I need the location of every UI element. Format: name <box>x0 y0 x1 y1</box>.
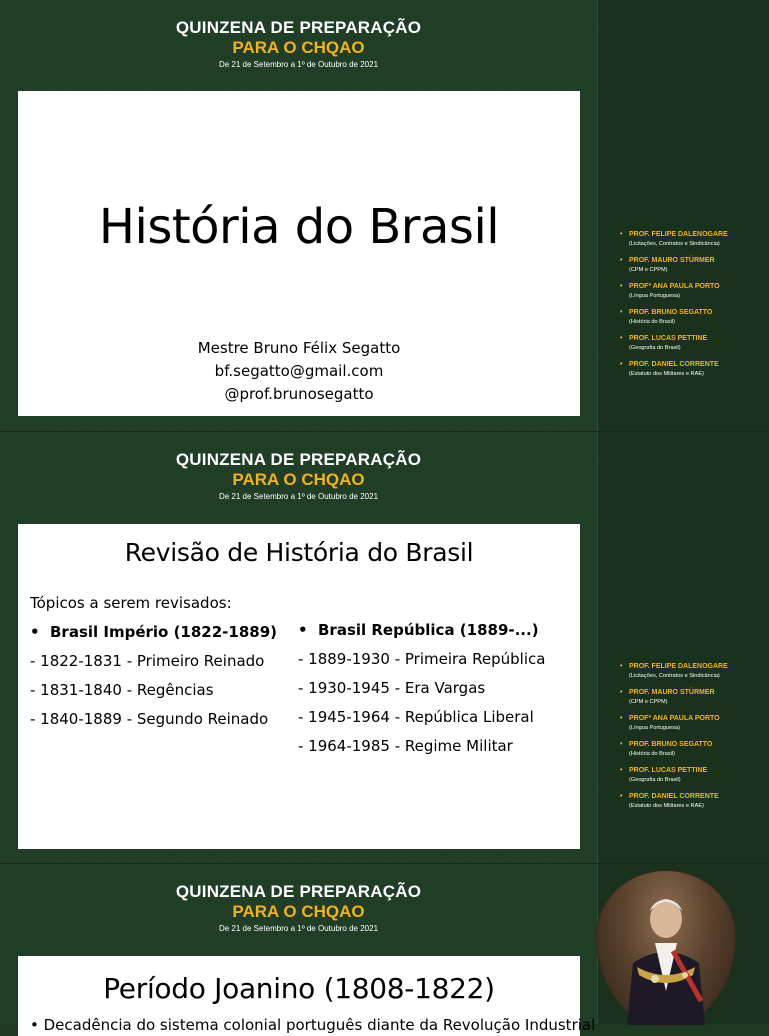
professor-name: PROF. BRUNO SEGATTO <box>629 309 713 316</box>
list-item: - 1964-1985 - Regime Militar <box>298 737 513 755</box>
slide-2 <box>0 432 768 864</box>
professor-name: PROF. FELIPE DALENOGARE <box>629 231 728 238</box>
professor-entry: • PROF. MAURO STÜRMER (CPM e CPPM) <box>620 688 765 707</box>
header-line-2: PARA O CHQAO <box>232 38 365 57</box>
header-line-1: QUINZENA DE PREPARAÇÃO <box>175 882 422 901</box>
slide-title: Período Joanino (1808-1822) <box>103 972 495 1005</box>
professor-name: PROF. FELIPE DALENOGARE <box>629 663 728 670</box>
professor-entry: • PROFª ANA PAULA PORTO (Língua Portuguesa) <box>620 714 765 733</box>
header-line-1: QUINZENA DE PREPARAÇÃO <box>175 450 422 469</box>
professor-subject: (Licitações, Contratos e Sindicância) <box>629 241 720 247</box>
professor-name: PROFª ANA PAULA PORTO <box>629 715 720 722</box>
slide-card <box>18 524 580 849</box>
professor-name: PROF. LUCAS PETTINE <box>629 335 708 342</box>
professor-entry: • PROF. FELIPE DALENOGARE (Licitações, Contratos e Sindicância) <box>620 662 765 681</box>
professor-name: PROF. BRUNO SEGATTO <box>629 741 713 748</box>
professor-entry: • PROF. DANIEL CORRENTE (Estatuto dos Militares e RAE) <box>620 792 765 811</box>
professor-name: PROF. MAURO STÜRMER <box>629 257 715 264</box>
author-block <box>18 337 580 406</box>
professor-entry: • PROF. DANIEL CORRENTE (Estatuto dos Militares e RAE) <box>620 360 765 379</box>
slide-1 <box>0 0 768 432</box>
professor-entry: • PROFª ANA PAULA PORTO (Língua Portuguesa) <box>620 282 765 301</box>
professor-list <box>620 662 765 818</box>
slide-card <box>18 91 580 416</box>
professor-name: PROF. MAURO STÜRMER <box>629 689 715 696</box>
professor-subject: (Estatuto dos Militares e RAE) <box>629 803 704 809</box>
slide-card <box>18 956 596 1036</box>
topics-intro: Tópicos a serem revisados: <box>30 594 232 612</box>
professor-name: PROF. LUCAS PETTINE <box>629 767 708 774</box>
professor-subject: (Geografia do Brasil) <box>629 777 681 783</box>
header-line-2: PARA O CHQAO <box>232 902 365 921</box>
header-line-2: PARA O CHQAO <box>232 470 365 489</box>
professor-entry: • PROF. BRUNO SEGATTO (História do Brasil) <box>620 308 765 327</box>
list-item: - 1822-1831 - Primeiro Reinado <box>30 652 265 670</box>
author-handle: @prof.brunosegatto <box>224 385 374 403</box>
author-email: bf.segatto@gmail.com <box>214 362 384 380</box>
professor-subject: (História do Brasil) <box>629 319 676 325</box>
professor-name: PROF. DANIEL CORRENTE <box>629 793 719 800</box>
header-line-1: QUINZENA DE PREPARAÇÃO <box>175 18 422 37</box>
professor-list <box>620 230 765 386</box>
professor-subject: (Licitações, Contratos e Sindicância) <box>629 673 720 679</box>
professor-subject: (Língua Portuguesa) <box>629 725 680 731</box>
professor-subject: (CPM e CPPM) <box>629 699 668 705</box>
professor-subject: (Geografia do Brasil) <box>629 345 681 351</box>
empire-heading: • Brasil Império (1822-1889) <box>30 623 278 641</box>
professor-subject: (Língua Portuguesa) <box>629 293 680 299</box>
header-dates: De 21 de Setembro a 1º de Outubro de 2021 <box>218 492 379 501</box>
header-dates: De 21 de Setembro a 1º de Outubro de 2021 <box>218 60 379 69</box>
republic-column <box>298 616 545 761</box>
professor-subject: (História do Brasil) <box>629 751 676 757</box>
list-item: - 1945-1964 - República Liberal <box>298 708 534 726</box>
header-dates: De 21 de Setembro a 1º de Outubro de 2021 <box>218 924 379 933</box>
professor-subject: (CPM e CPPM) <box>629 267 668 273</box>
professor-subject: (Estatuto dos Militares e RAE) <box>629 371 704 377</box>
slide-header <box>0 18 597 71</box>
professor-entry: • PROF. MAURO STÜRMER (CPM e CPPM) <box>620 256 765 275</box>
portrait-image <box>596 870 736 1026</box>
presentation-title: História do Brasil <box>98 199 500 255</box>
professor-name: PROF. DANIEL CORRENTE <box>629 361 719 368</box>
empire-column <box>30 618 277 734</box>
professor-entry: • PROF. FELIPE DALENOGARE (Licitações, Contratos e Sindicância) <box>620 230 765 249</box>
professor-entry: • PROF. LUCAS PETTINE (Geografia do Brasil) <box>620 766 765 785</box>
republic-heading: • Brasil República (1889-...) <box>298 621 539 639</box>
bullet-line: • Decadência do sistema colonial português diante da Revolução Industrial <box>30 1016 596 1034</box>
slide-header <box>0 882 597 935</box>
slide-header <box>0 450 597 503</box>
professor-entry: • PROF. BRUNO SEGATTO (História do Brasil) <box>620 740 765 759</box>
slide-title: Revisão de História do Brasil <box>124 538 474 567</box>
portrait-figure-icon <box>597 871 735 1025</box>
list-item: - 1840-1889 - Segundo Reinado <box>30 710 269 728</box>
professor-entry: • PROF. LUCAS PETTINE (Geografia do Brasil) <box>620 334 765 353</box>
author-name: Mestre Bruno Félix Segatto <box>197 339 401 357</box>
list-item: - 1930-1945 - Era Vargas <box>298 679 486 697</box>
list-item: - 1889-1930 - Primeira República <box>298 650 546 668</box>
professor-name: PROFª ANA PAULA PORTO <box>629 283 720 290</box>
list-item: - 1831-1840 - Regências <box>30 681 214 699</box>
